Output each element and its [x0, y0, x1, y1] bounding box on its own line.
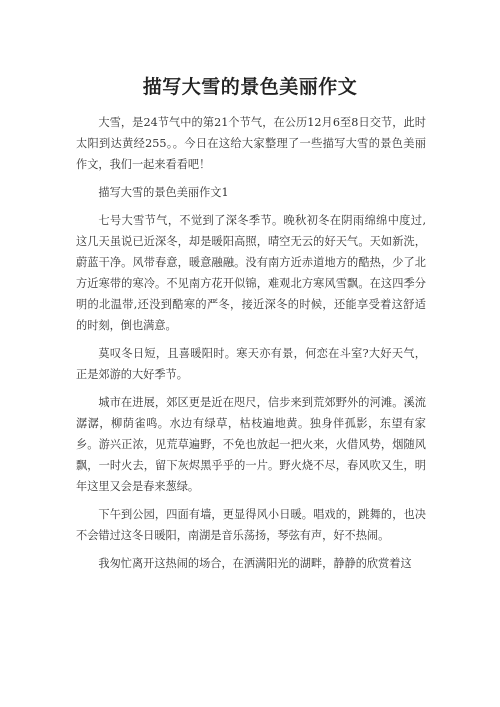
- body-paragraph: 我匆忙离开这热闹的场合，在洒满阳光的湖畔，静静的欣赏着这: [98, 557, 412, 570]
- body-paragraph: 七号大雪节气，不觉到了深冬季节。晚秋初冬在阴雨绵绵中度过,这几天虽说已近深冬，却是暖阳高照，晴空无云的好天气。天如新洗，蔚蓝干净。风带春意，暖意融融。没有南方近赤道地方的酷热，少了北方近寒带的寒冷。不见南方花开似锦，难观北方寒风雪飘。在这四季分明的北温带,还没到酷寒的严冬，接近深冬的时候，还能享受着这舒适的时刻，倒也满意。: [76, 214, 426, 332]
- section-heading: 描写大雪的景色美丽作文1: [98, 186, 229, 199]
- document-body: [76, 112, 426, 581]
- body-paragraph: 莫叹冬日短，且喜暖阳时。寒天亦有景，何恋在斗室?大好天气，正是郊游的大好季节。: [76, 347, 426, 381]
- body-paragraph: 下午到公园，四面有墙，更显得风小日暖。唱戏的，跳舞的，也决不会错过这冬日暖阳，南湖是音乐荡扬，琴弦有声，好不热闹。: [76, 508, 426, 542]
- body-paragraph: 城市在进展，郊区更是近在咫尺，信步来到荒郊野外的河滩。溪流潺潺，柳荫雀鸣。水边有绿草，枯枝遍地黄。独身伴孤影，东望有家乡。游兴正浓，见荒草遍野，不免也放起一把火来，火借风势，烟随风飘，一时火去，留下灰烬黑乎乎的一片。野火烧不尽，春风吹又生，明年这里又会是春来葱绿。: [76, 396, 426, 493]
- intro-paragraph: 大雪，是24节气中的第21个节气，在公历12月6至8日交节，此时太阳到达黄经255。。今日在这给大家整理了一些描写大雪的景色美丽作文，我们一起来看看吧！: [76, 116, 426, 171]
- document-title: 描写大雪的景色美丽作文: [142, 76, 358, 98]
